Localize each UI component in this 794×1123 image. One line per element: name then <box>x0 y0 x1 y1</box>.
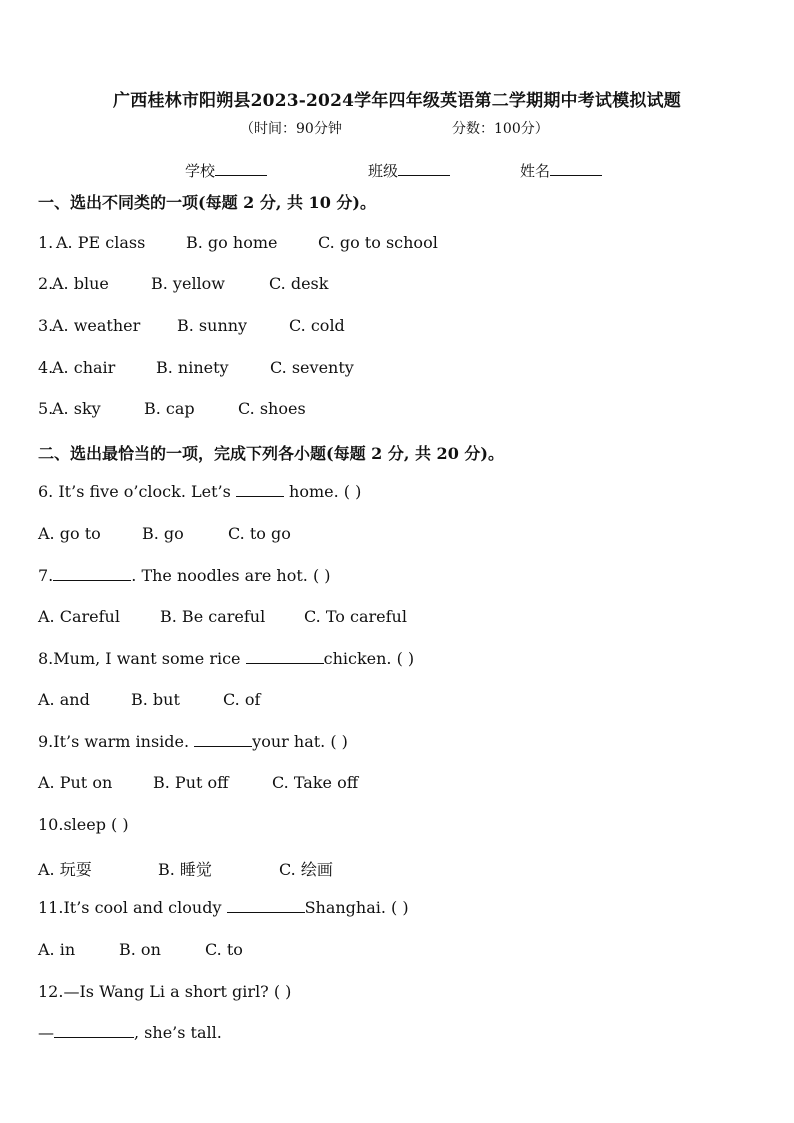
question-9 <box>38 732 348 751</box>
name-label: 姓名 <box>520 162 551 180</box>
option-c[interactable]: C. cold <box>289 316 345 335</box>
question-text-start: 7. <box>38 566 54 585</box>
question-7 <box>38 566 331 585</box>
question-2 <box>38 274 329 293</box>
option-c[interactable]: C. seventy <box>270 358 354 377</box>
question-number: 1. <box>38 233 54 252</box>
option-b[interactable]: B. but <box>131 690 180 709</box>
question-number: 3. <box>38 316 54 335</box>
question-3 <box>38 316 345 335</box>
option-a[interactable]: A. Put on <box>38 773 113 792</box>
option-a[interactable]: A. sky <box>52 399 101 418</box>
total-score: 分数：100分） <box>452 121 549 137</box>
answer-blank[interactable] <box>246 649 324 664</box>
question-4 <box>38 358 354 377</box>
question-1 <box>38 233 438 252</box>
question-text-end: home. ( ) <box>283 482 362 501</box>
question-12-response <box>38 1023 222 1042</box>
question-text-start: 11.It’s cool and cloudy <box>38 898 227 917</box>
option-c[interactable]: C. To careful <box>304 607 407 626</box>
question-12: 12.—Is Wang Li a short girl? ( ) <box>38 982 292 1001</box>
option-b[interactable]: B. ninety <box>156 358 229 377</box>
question-number: 5. <box>38 399 54 418</box>
option-b[interactable]: B. 睡觉 <box>158 860 212 879</box>
option-a[interactable]: A. in <box>38 940 76 959</box>
option-b[interactable]: B. go <box>142 524 184 543</box>
option-b[interactable]: B. Be careful <box>160 607 266 626</box>
option-c[interactable]: C. to <box>205 940 243 959</box>
school-field[interactable] <box>185 160 267 181</box>
question-11 <box>38 898 409 917</box>
answer-blank[interactable] <box>53 566 131 581</box>
question-text-end: Shanghai. ( ) <box>304 898 409 917</box>
question-text-start: 6. It’s five o’clock. Let’s <box>38 482 236 501</box>
question-5 <box>38 399 306 418</box>
question-number: 2. <box>38 274 54 293</box>
option-a[interactable]: A. and <box>38 690 90 709</box>
time-limit: （时间：90分钟 <box>240 121 342 137</box>
answer-blank[interactable] <box>54 1023 134 1038</box>
question-number: 4. <box>38 358 54 377</box>
option-a[interactable]: A. PE class <box>56 233 146 252</box>
name-blank[interactable] <box>550 161 602 176</box>
option-a[interactable]: A. Careful <box>38 607 120 626</box>
option-b[interactable]: B. cap <box>144 399 195 418</box>
option-c[interactable]: C. shoes <box>238 399 306 418</box>
answer-blank[interactable] <box>236 482 284 497</box>
question-text-start: 8.Mum, I want some rice <box>38 649 246 668</box>
option-b[interactable]: B. sunny <box>177 316 248 335</box>
class-blank[interactable] <box>398 161 450 176</box>
option-b[interactable]: B. on <box>119 940 161 959</box>
answer-blank[interactable] <box>194 732 252 747</box>
section2-heading: 二、选出最恰当的一项，完成下列各小题(每题 2 分, 共 20 分)。 <box>38 444 504 463</box>
exam-title: 广西桂林市阳朔县2023-2024学年四年级英语第二学期期中考试模拟试题 <box>113 91 681 111</box>
option-a[interactable]: A. 玩耍 <box>38 860 92 879</box>
school-blank[interactable] <box>215 161 267 176</box>
option-c[interactable]: C. desk <box>269 274 329 293</box>
option-b[interactable]: B. Put off <box>153 773 229 792</box>
option-a[interactable]: A. weather <box>52 316 141 335</box>
question-text-end: your hat. ( ) <box>252 732 348 751</box>
option-c[interactable]: C. of <box>223 690 261 709</box>
answer-blank[interactable] <box>227 898 305 913</box>
class-label: 班级 <box>368 162 399 180</box>
option-a[interactable]: A. chair <box>52 358 116 377</box>
option-c[interactable]: C. Take off <box>272 773 359 792</box>
question-text-start: 9.It’s warm inside. <box>38 732 195 751</box>
section1-heading: 一、选出不同类的一项(每题 2 分, 共 10 分)。 <box>38 193 376 212</box>
option-b[interactable]: B. go home <box>186 233 278 252</box>
question-6 <box>38 482 361 501</box>
option-a[interactable]: A. go to <box>38 524 101 543</box>
option-c[interactable]: C. 绘画 <box>279 860 333 879</box>
option-c[interactable]: C. to go <box>228 524 291 543</box>
question-text-end: chicken. ( ) <box>323 649 415 668</box>
option-b[interactable]: B. yellow <box>151 274 225 293</box>
class-field[interactable] <box>368 160 450 181</box>
question-text-end: . The noodles are hot. ( ) <box>131 566 331 585</box>
option-c[interactable]: C. go to school <box>318 233 438 252</box>
option-a[interactable]: A. blue <box>52 274 109 293</box>
question-text-end: , she’s tall. <box>134 1023 222 1042</box>
name-field[interactable] <box>520 160 602 181</box>
question-8 <box>38 649 414 668</box>
school-label: 学校 <box>185 162 216 180</box>
dialogue-dash: — <box>38 1023 54 1042</box>
question-10: 10.sleep ( ) <box>38 815 129 834</box>
